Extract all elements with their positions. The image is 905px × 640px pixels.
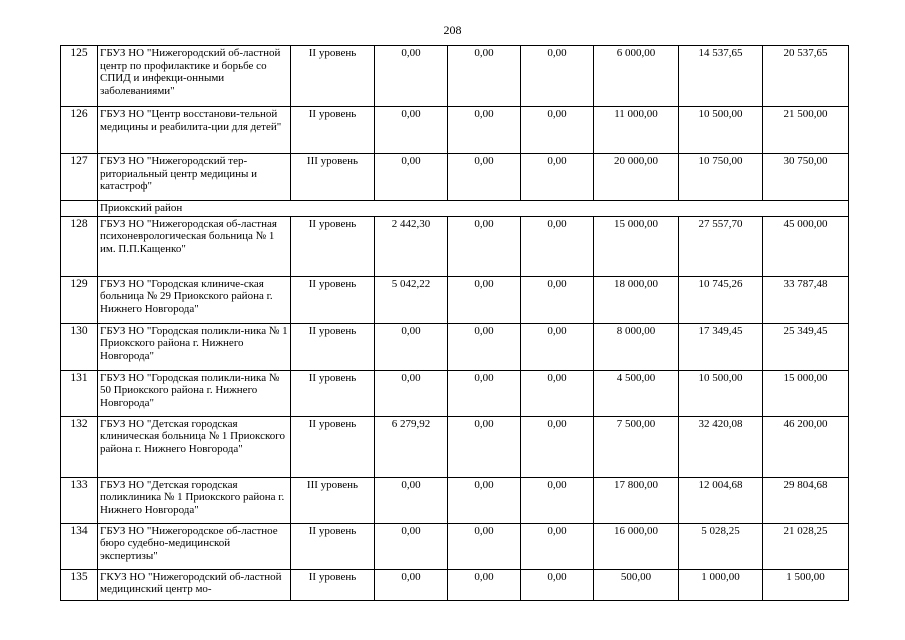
amount-cell: 0,00 (521, 416, 594, 477)
amount-cell: 32 420,08 (679, 416, 763, 477)
amount-cell: 0,00 (448, 416, 521, 477)
care-level: II уровень (291, 523, 375, 569)
amount-cell: 0,00 (375, 523, 448, 569)
row-number: 131 (61, 370, 98, 416)
amount-cell: 7 500,00 (594, 416, 679, 477)
row-number: 125 (61, 46, 98, 107)
amount-cell: 0,00 (448, 276, 521, 323)
care-level: II уровень (291, 107, 375, 154)
amount-cell: 6 000,00 (594, 46, 679, 107)
amount-cell: 0,00 (448, 216, 521, 276)
amount-cell: 10 745,26 (679, 276, 763, 323)
amount-cell: 0,00 (521, 370, 594, 416)
care-level: II уровень (291, 416, 375, 477)
table-row (61, 523, 849, 569)
care-level: III уровень (291, 477, 375, 523)
row-number: 128 (61, 216, 98, 276)
total-cell: 29 804,68 (763, 477, 849, 523)
amount-cell: 0,00 (375, 107, 448, 154)
care-level: II уровень (291, 569, 375, 600)
district-heading: Приокский район (98, 201, 849, 217)
amount-cell: 4 500,00 (594, 370, 679, 416)
amount-cell: 20 000,00 (594, 154, 679, 201)
total-cell: 15 000,00 (763, 370, 849, 416)
amount-cell: 0,00 (375, 154, 448, 201)
amount-cell: 1 000,00 (679, 569, 763, 600)
row-number: 135 (61, 569, 98, 600)
amount-cell: 0,00 (375, 46, 448, 107)
amount-cell: 0,00 (448, 569, 521, 600)
amount-cell: 16 000,00 (594, 523, 679, 569)
amount-cell: 12 004,68 (679, 477, 763, 523)
amount-cell: 0,00 (521, 569, 594, 600)
district-row (61, 201, 849, 217)
care-level: II уровень (291, 276, 375, 323)
table-row (61, 323, 849, 370)
care-level: II уровень (291, 46, 375, 107)
total-cell: 20 537,65 (763, 46, 849, 107)
amount-cell: 0,00 (521, 323, 594, 370)
row-number: 129 (61, 276, 98, 323)
total-cell: 46 200,00 (763, 416, 849, 477)
amount-cell: 27 557,70 (679, 216, 763, 276)
row-number: 132 (61, 416, 98, 477)
institution-name: ГБУЗ НО "Городская поликли-ника № 50 Приокского района г. Нижнего Новгорода" (98, 370, 291, 416)
amount-cell: 15 000,00 (594, 216, 679, 276)
amount-cell: 17 349,45 (679, 323, 763, 370)
amount-cell: 0,00 (448, 107, 521, 154)
amount-cell: 6 279,92 (375, 416, 448, 477)
total-cell: 21 500,00 (763, 107, 849, 154)
total-cell: 33 787,48 (763, 276, 849, 323)
amount-cell: 5 042,22 (375, 276, 448, 323)
institution-name: ГБУЗ НО "Нижегородская об-ластная психоневрологическая больница № 1 им. П.П.Кащенко" (98, 216, 291, 276)
amount-cell: 0,00 (448, 154, 521, 201)
row-number: 134 (61, 523, 98, 569)
amount-cell: 0,00 (521, 107, 594, 154)
institution-name: ГБУЗ НО "Детская городская поликлиника № 1 Приокского района г. Нижнего Новгорода" (98, 477, 291, 523)
total-cell: 45 000,00 (763, 216, 849, 276)
amount-cell: 0,00 (521, 276, 594, 323)
table-row (61, 154, 849, 201)
care-level: III уровень (291, 154, 375, 201)
amount-cell: 0,00 (375, 477, 448, 523)
amount-cell: 0,00 (375, 323, 448, 370)
row-number: 127 (61, 154, 98, 201)
amount-cell: 10 500,00 (679, 107, 763, 154)
care-level: II уровень (291, 323, 375, 370)
amount-cell: 2 442,30 (375, 216, 448, 276)
amount-cell: 0,00 (521, 46, 594, 107)
amount-cell: 0,00 (521, 154, 594, 201)
total-cell: 25 349,45 (763, 323, 849, 370)
institution-name: ГБУЗ НО "Нижегородский тер-риториальный центр медицины и катастроф" (98, 154, 291, 201)
institution-name: ГБУЗ НО "Детская городская клиническая больница № 1 Приокского района г. Нижнего Новгорода" (98, 416, 291, 477)
total-cell: 1 500,00 (763, 569, 849, 600)
table-row (61, 107, 849, 154)
institution-name: ГБУЗ НО "Городская клиниче-ская больница № 29 Приокского района г. Нижнего Новгорода" (98, 276, 291, 323)
institution-name: ГБУЗ НО "Городская поликли-ника № 1 Приокского района г. Нижнего Новгорода" (98, 323, 291, 370)
amount-cell: 14 537,65 (679, 46, 763, 107)
amount-cell: 11 000,00 (594, 107, 679, 154)
amount-cell: 18 000,00 (594, 276, 679, 323)
institution-name: ГБУЗ НО "Нижегородский об-ластной центр по профилактике и борьбе со СПИД и инфекци-онными заболеваниями" (98, 46, 291, 107)
care-level: II уровень (291, 216, 375, 276)
table-row (61, 569, 849, 600)
amount-cell: 0,00 (448, 323, 521, 370)
budget-table (60, 45, 849, 601)
district-number-cell (61, 201, 98, 217)
table-row (61, 477, 849, 523)
amount-cell: 0,00 (521, 523, 594, 569)
amount-cell: 5 028,25 (679, 523, 763, 569)
amount-cell: 500,00 (594, 569, 679, 600)
table-row (61, 216, 849, 276)
amount-cell: 0,00 (521, 477, 594, 523)
institution-name: ГБУЗ НО "Центр восстанови-тельной медицины и реабилита-ции для детей" (98, 107, 291, 154)
amount-cell: 0,00 (448, 523, 521, 569)
amount-cell: 8 000,00 (594, 323, 679, 370)
table-row (61, 46, 849, 107)
table-row (61, 416, 849, 477)
amount-cell: 10 500,00 (679, 370, 763, 416)
total-cell: 21 028,25 (763, 523, 849, 569)
table-row (61, 276, 849, 323)
amount-cell: 10 750,00 (679, 154, 763, 201)
amount-cell: 17 800,00 (594, 477, 679, 523)
row-number: 133 (61, 477, 98, 523)
amount-cell: 0,00 (521, 216, 594, 276)
amount-cell: 0,00 (448, 46, 521, 107)
institution-name: ГКУЗ НО "Нижегородский об-ластной медицинский центр мо- (98, 569, 291, 600)
amount-cell: 0,00 (375, 569, 448, 600)
institution-name: ГБУЗ НО "Нижегородское об-ластное бюро судебно-медицинской экспертизы" (98, 523, 291, 569)
row-number: 130 (61, 323, 98, 370)
page-number: 208 (443, 23, 462, 37)
table-row (61, 370, 849, 416)
amount-cell: 0,00 (448, 477, 521, 523)
amount-cell: 0,00 (448, 370, 521, 416)
total-cell: 30 750,00 (763, 154, 849, 201)
row-number: 126 (61, 107, 98, 154)
care-level: II уровень (291, 370, 375, 416)
amount-cell: 0,00 (375, 370, 448, 416)
